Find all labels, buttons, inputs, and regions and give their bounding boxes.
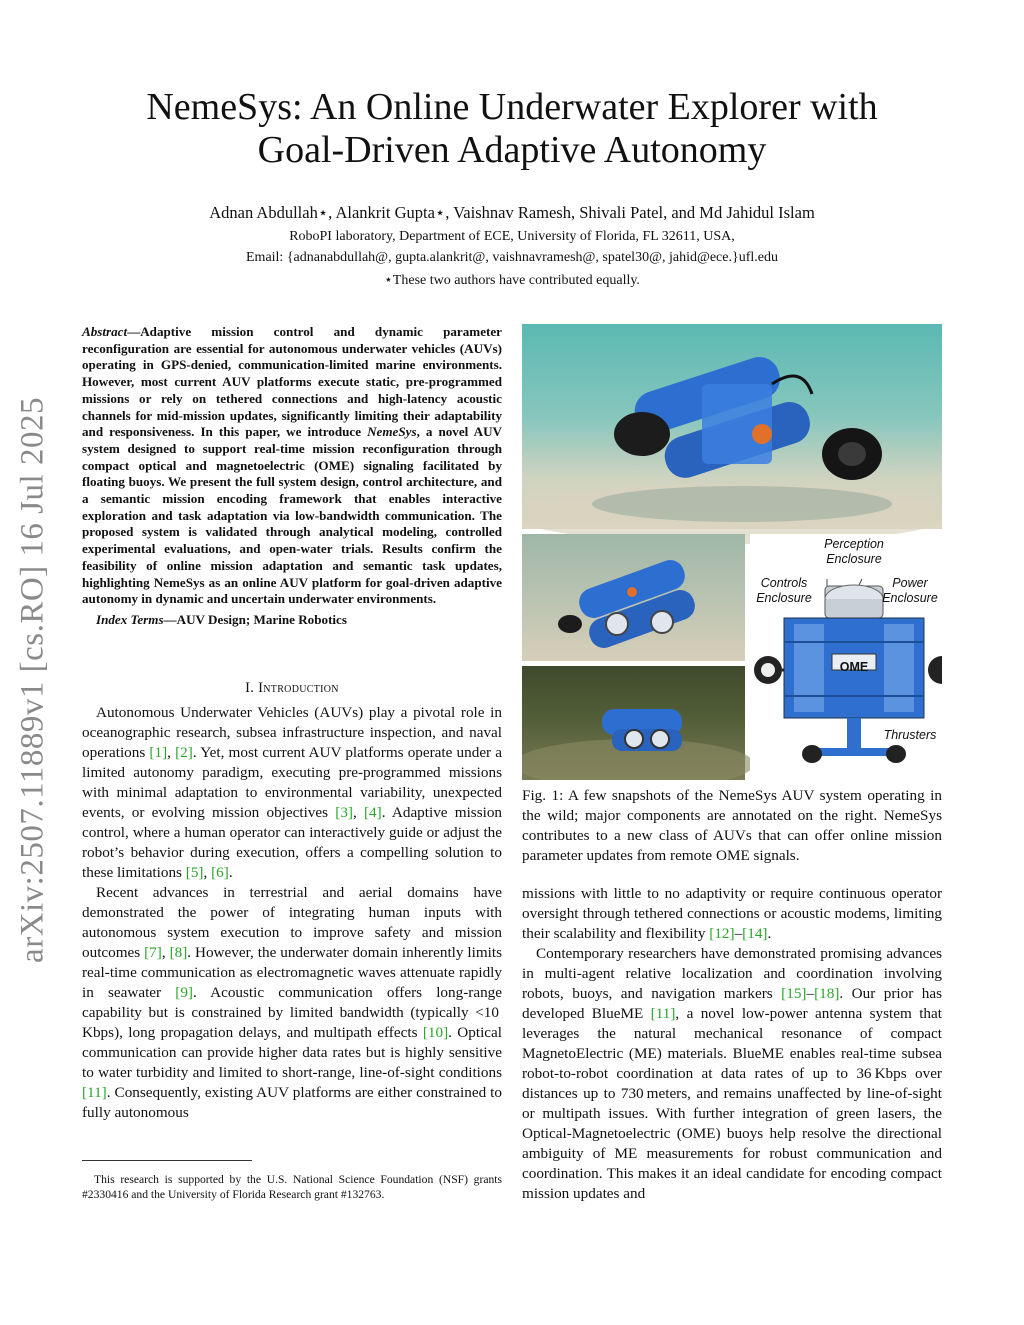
figure-1-caption: Fig. 1: A few snapshots of the NemeSys AUV system operating in the wild; major components are annotated on the right. NemeSys contributes to a new class of AUVs that can offer online mission parameter updates from remote OME signals.: [522, 787, 942, 864]
citation-link[interactable]: [18]: [814, 985, 840, 1002]
right-column-text: [522, 884, 942, 1204]
paragraph: Autonomous Underwater Vehicles (AUVs) play a pivotal role in oceanographic research, subsea infrastructure inspection, and naval operations [1], [2]. Yet, most current AUV platforms operate under a limited autonomy paradigm, executing pre-programmed missions with minimal adaptation to environmental variability, unexpected events, or evolving mission objectives [3], [4]. Adaptive mission control, where a human operator can interactively guide or adjust the robot’s behavior during execution, offers a compelling solution to these limitations [5], [6].: [82, 704, 503, 881]
citation-link[interactable]: [7]: [144, 944, 162, 961]
citation-link[interactable]: [8]: [169, 944, 188, 961]
citation-link[interactable]: [14]: [742, 925, 768, 942]
index-terms: Index Terms—AUV Design; Marine Robotics: [96, 611, 347, 627]
citation-link[interactable]: [12]: [709, 925, 735, 942]
label-ome: OME: [839, 660, 869, 674]
label-perception-enclosure: Perception Enclosure: [824, 537, 884, 566]
citation-link[interactable]: [4]: [364, 804, 382, 821]
photo-auv-seabed-2: [522, 666, 754, 780]
photo-auv-seabed-1: [522, 534, 745, 661]
abstract-label: Abstract: [82, 324, 128, 339]
label-controls-enclosure: Controls Enclosure: [756, 576, 812, 605]
citation-link[interactable]: [11]: [650, 1005, 676, 1022]
auv-cad-diagram: [750, 534, 942, 780]
citation-link[interactable]: [5]: [185, 864, 204, 881]
label-thrusters: Thrusters: [883, 728, 937, 742]
citation-link[interactable]: [3]: [335, 804, 353, 821]
citation-link[interactable]: [10]: [422, 1024, 449, 1041]
citation-link[interactable]: [11]: [82, 1084, 107, 1101]
author-list: Adnan Abdullah⋆, Alankrit Gupta⋆, Vaishnav Ramesh, Shivali Patel, and Md Jahidul Islam: [209, 203, 815, 222]
introduction-text: [82, 703, 502, 1123]
citation-link[interactable]: [9]: [175, 984, 193, 1001]
paragraph: Contemporary researchers have demonstrated promising advances in multi-agent relative localization and coordination involving robots, buoys, and navigation markers [15]–[18]. Our prior has developed BlueME [11], a novel low-power antenna system that leverages the natural mechanical resonance of compact MagnetoElectric (ME) materials. BlueME enables real-time subsea robot-to-robot coordination at data rates of up to 36 Kbps over distances up to 730 meters, and remains unaffected by line-of-sight or multipath issues. With further integration of green lasers, the Optical-Magnetoelectric (OME) buoys help resolve the directional ambiguity of ME measurements for robust communication and coordination. This makes it an ideal candidate for encoding compact mission updates and: [522, 945, 942, 1202]
citation-link[interactable]: [6]: [211, 864, 229, 881]
equal-contribution-note: ⋆These two authors have contributed equally.: [384, 273, 640, 288]
citation-link[interactable]: [2]: [175, 744, 193, 761]
abstract: Abstract—Adaptive mission control and dynamic parameter reconfiguration are essential for autonomous underwater vehicles (AUVs) operating in GPS-denied, communication-limited marine environments. However, most current AUV platforms execute static, pre-programmed missions or rely on tethered connections and high-latency acoustic channels for mid-mission updates, significantly limiting their adaptability and responsiveness. In this paper, we introduce NemeSys, a novel AUV system designed to support real-time mission reconfiguration through compact optical and magnetoelectric (OME) signaling facilitated by floating buoys. We present the full system design, control architecture, and a semantic mission encoding framework that enables interactive exploration and task adaptation via low-bandwidth communication. The proposed system is validated through analytical modeling, controlled experimental evaluations, and open-water trials. Results confirm the feasibility of online mission adaptation and semantic task updates, highlighting NemeSys as an online AUV platform for goal-driven adaptive autonomy in dynamic and uncertain underwater environments. Index Terms—AUV Design; Marine Robotics: [82, 324, 502, 627]
email-line: Email: {adnanabdullah@, gupta.alankrit@, vaishnavramesh@, spatel30@, jahid@ece.}ufl.edu: [246, 250, 778, 265]
section-heading-introduction: I. Introduction: [245, 680, 339, 696]
label-power-enclosure: Power Enclosure: [882, 576, 938, 605]
citation-link[interactable]: [1]: [149, 744, 168, 761]
footnote: This research is supported by the U.S. National Science Foundation (NSF) grants #2330416 and the University of Florida Research grant #132763.: [82, 1173, 502, 1201]
paragraph: Recent advances in terrestrial and aerial domains have demonstrated the power of integrating human inputs with autonomous system execution to improve safety and mission outcomes [7], [8]. However, the underwater domain inherently limits real-time communication as electromagnetic waves attenuate rapidly in seawater [9]. Acoustic communication offers long-range capability but is constrained by limited bandwidth (typically <10 Kbps), long propagation delays, and multipath effects [10]. Optical communication can provide higher data rates but is highly sensitive to water turbidity and limited to short-range, line-of-sight conditions [11]. Consequently, existing AUV platforms are either constrained to fully autonomous: [82, 884, 502, 1121]
arxiv-identifier: arXiv:2507.11889v1 [cs.RO] 16 Jul 2025: [14, 397, 51, 963]
citation-link[interactable]: [15]: [781, 985, 807, 1002]
footnote-rule: [82, 1160, 252, 1161]
photo-auv-open-water: [522, 324, 942, 544]
figure-1: [522, 324, 942, 780]
paper-title: NemeSys: An Online Underwater Explorer with Goal-Driven Adaptive Autonomy: [146, 86, 878, 171]
paragraph: missions with little to no adaptivity or require continuous operator oversight through tethered connections or acoustic modems, limiting their scalability and flexibility [12]–[14].: [522, 885, 942, 942]
affiliation: RoboPI laboratory, Department of ECE, University of Florida, FL 32611, USA,: [289, 229, 735, 244]
